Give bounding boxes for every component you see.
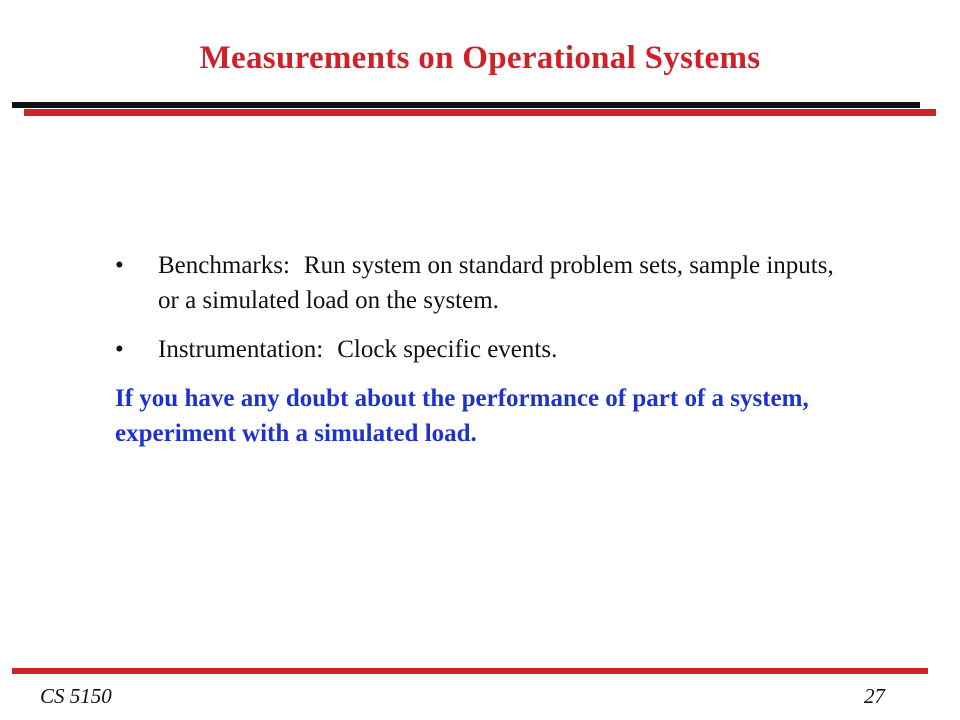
slide-title: Measurements on Operational Systems xyxy=(199,40,761,76)
title-rule-dark xyxy=(12,102,920,108)
bullet-term: Instrumentation: xyxy=(158,336,324,363)
footer-rule xyxy=(12,668,928,674)
emphasis-note: If you have any doubt about the performance of part of a system, experiment with a simulated load. xyxy=(115,385,809,447)
bullet-benchmarks xyxy=(115,248,855,318)
bullet-instrumentation xyxy=(115,332,855,367)
bullet-term: Benchmarks: xyxy=(158,252,290,279)
bullet-text: Clock specific events. xyxy=(337,336,558,363)
bullet-marker: • xyxy=(115,252,124,279)
bullet-text: Run system on standard problem sets, sample inputs, or a simulated load on the system. xyxy=(158,252,834,314)
slide-content xyxy=(115,248,855,451)
title-rule-red xyxy=(24,109,936,116)
bullet-marker: • xyxy=(115,336,124,363)
footer-course: CS 5150 xyxy=(40,684,112,708)
footer-page-number: 27 xyxy=(864,684,885,708)
